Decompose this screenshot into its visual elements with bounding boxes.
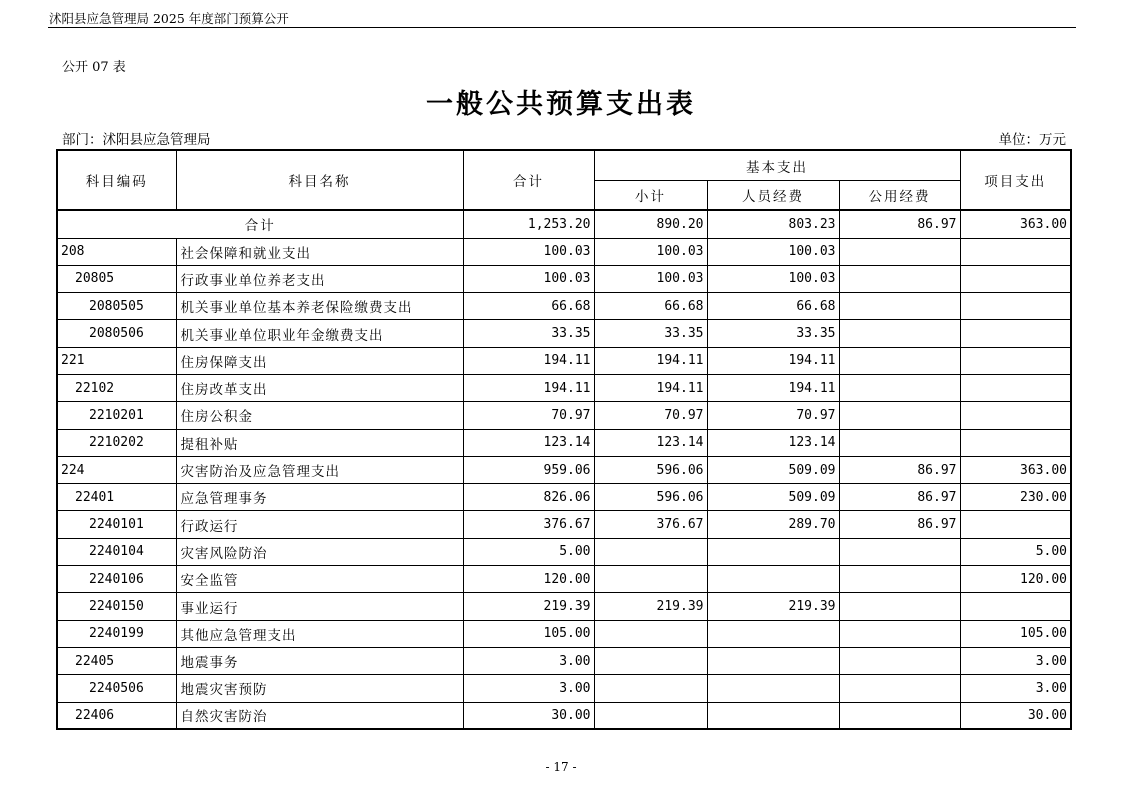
row-code: 2240106: [57, 566, 176, 593]
row-project: 105.00: [960, 620, 1071, 647]
row-total: 3.00: [463, 647, 594, 674]
row-total: 30.00: [463, 702, 594, 729]
row-subtotal: 219.39: [594, 593, 707, 620]
row-subtotal: 596.06: [594, 484, 707, 511]
row-name: 地震事务: [176, 647, 463, 674]
row-name: 其他应急管理支出: [176, 620, 463, 647]
row-project: [960, 511, 1071, 538]
row-public: [839, 702, 960, 729]
table-row: [57, 484, 1071, 511]
row-name: 住房改革支出: [176, 374, 463, 401]
table-row: [57, 647, 1071, 674]
totals-total: 1,253.20: [463, 210, 594, 238]
row-total: 959.06: [463, 456, 594, 483]
col-header-total: 合计: [463, 150, 594, 210]
row-name: 行政运行: [176, 511, 463, 538]
table-row: [57, 320, 1071, 347]
row-subtotal: [594, 566, 707, 593]
table-row: [57, 675, 1071, 702]
table-row: [57, 238, 1071, 265]
row-total: 123.14: [463, 429, 594, 456]
row-subtotal: 194.11: [594, 374, 707, 401]
row-name: 机关事业单位基本养老保险缴费支出: [176, 293, 463, 320]
row-subtotal: [594, 647, 707, 674]
totals-label: 合计: [57, 210, 463, 238]
row-name: 应急管理事务: [176, 484, 463, 511]
row-public: [839, 320, 960, 347]
row-personnel: 100.03: [707, 238, 839, 265]
row-name: 住房公积金: [176, 402, 463, 429]
row-public: 86.97: [839, 484, 960, 511]
row-project: 230.00: [960, 484, 1071, 511]
row-subtotal: 100.03: [594, 265, 707, 292]
table-row: [57, 620, 1071, 647]
row-personnel: 289.70: [707, 511, 839, 538]
row-total: 5.00: [463, 538, 594, 565]
row-total: 376.67: [463, 511, 594, 538]
row-project: 363.00: [960, 456, 1071, 483]
row-name: 安全监管: [176, 566, 463, 593]
row-subtotal: [594, 620, 707, 647]
table-row: [57, 293, 1071, 320]
row-subtotal: [594, 702, 707, 729]
row-code: 2240104: [57, 538, 176, 565]
row-code: 22405: [57, 647, 176, 674]
row-total: 194.11: [463, 347, 594, 374]
row-name: 事业运行: [176, 593, 463, 620]
row-total: 105.00: [463, 620, 594, 647]
row-project: [960, 238, 1071, 265]
header-divider: [48, 27, 1076, 28]
row-total: 826.06: [463, 484, 594, 511]
row-name: 灾害防治及应急管理支出: [176, 456, 463, 483]
row-name: 社会保障和就业支出: [176, 238, 463, 265]
table-row: [57, 347, 1071, 374]
row-project: [960, 402, 1071, 429]
row-name: 自然灾害防治: [176, 702, 463, 729]
row-public: [839, 593, 960, 620]
row-subtotal: 376.67: [594, 511, 707, 538]
col-header-personnel: 人员经费: [707, 181, 839, 211]
budget-table: [56, 149, 1072, 730]
table-number: 公开 07 表: [62, 60, 126, 75]
row-public: [839, 566, 960, 593]
row-personnel: [707, 566, 839, 593]
row-code: 2080506: [57, 320, 176, 347]
row-project: [960, 374, 1071, 401]
row-project: [960, 429, 1071, 456]
row-total: 100.03: [463, 238, 594, 265]
row-project: [960, 293, 1071, 320]
col-header-subtotal: 小计: [594, 181, 707, 211]
row-personnel: 33.35: [707, 320, 839, 347]
row-personnel: 194.11: [707, 347, 839, 374]
row-project: [960, 593, 1071, 620]
row-project: [960, 265, 1071, 292]
row-personnel: [707, 647, 839, 674]
row-public: [839, 238, 960, 265]
col-header-project: 项目支出: [960, 150, 1071, 210]
row-public: [839, 647, 960, 674]
totals-subtotal: 890.20: [594, 210, 707, 238]
row-code: 224: [57, 456, 176, 483]
row-public: [839, 538, 960, 565]
row-code: 2080505: [57, 293, 176, 320]
row-name: 行政事业单位养老支出: [176, 265, 463, 292]
row-subtotal: 194.11: [594, 347, 707, 374]
row-subtotal: 100.03: [594, 238, 707, 265]
row-subtotal: 66.68: [594, 293, 707, 320]
col-header-code: 科目编码: [57, 150, 176, 210]
row-code: 20805: [57, 265, 176, 292]
table-row: [57, 429, 1071, 456]
row-project: 3.00: [960, 675, 1071, 702]
row-project: 5.00: [960, 538, 1071, 565]
row-total: 33.35: [463, 320, 594, 347]
totals-public: 86.97: [839, 210, 960, 238]
row-public: [839, 620, 960, 647]
row-project: 120.00: [960, 566, 1071, 593]
row-name: 机关事业单位职业年金缴费支出: [176, 320, 463, 347]
row-public: [839, 675, 960, 702]
row-code: 2240199: [57, 620, 176, 647]
row-code: 22102: [57, 374, 176, 401]
row-name: 地震灾害预防: [176, 675, 463, 702]
row-public: [839, 347, 960, 374]
row-total: 70.97: [463, 402, 594, 429]
table-row: [57, 538, 1071, 565]
row-personnel: [707, 702, 839, 729]
table-row: [57, 456, 1071, 483]
totals-personnel: 803.23: [707, 210, 839, 238]
table-row: [57, 374, 1071, 401]
row-subtotal: 123.14: [594, 429, 707, 456]
row-public: 86.97: [839, 511, 960, 538]
row-name: 住房保障支出: [176, 347, 463, 374]
row-code: 2240150: [57, 593, 176, 620]
table-row: [57, 265, 1071, 292]
row-project: 30.00: [960, 702, 1071, 729]
row-total: 219.39: [463, 593, 594, 620]
row-subtotal: [594, 675, 707, 702]
row-public: [839, 429, 960, 456]
table-row: [57, 402, 1071, 429]
row-personnel: 219.39: [707, 593, 839, 620]
row-project: [960, 320, 1071, 347]
row-personnel: [707, 620, 839, 647]
row-public: [839, 265, 960, 292]
row-total: 120.00: [463, 566, 594, 593]
row-total: 66.68: [463, 293, 594, 320]
row-personnel: 509.09: [707, 456, 839, 483]
document-header: 沭阳县应急管理局 2025 年度部门预算公开: [49, 11, 289, 26]
table-row: [57, 511, 1071, 538]
row-total: 3.00: [463, 675, 594, 702]
row-code: 22401: [57, 484, 176, 511]
row-personnel: 66.68: [707, 293, 839, 320]
row-subtotal: 596.06: [594, 456, 707, 483]
row-subtotal: 70.97: [594, 402, 707, 429]
row-personnel: [707, 675, 839, 702]
row-personnel: [707, 538, 839, 565]
totals-row: [57, 210, 1071, 238]
row-code: 2210201: [57, 402, 176, 429]
totals-project: 363.00: [960, 210, 1071, 238]
table-row: [57, 702, 1071, 729]
row-code: 2240506: [57, 675, 176, 702]
page-number: - 17 -: [545, 760, 577, 774]
row-personnel: 70.97: [707, 402, 839, 429]
row-code: 208: [57, 238, 176, 265]
row-code: 2240101: [57, 511, 176, 538]
row-code: 22406: [57, 702, 176, 729]
row-personnel: 123.14: [707, 429, 839, 456]
row-public: [839, 402, 960, 429]
row-public: [839, 293, 960, 320]
unit-label: 单位：万元: [998, 132, 1066, 148]
page-title: 一般公共预算支出表: [426, 89, 696, 120]
row-total: 194.11: [463, 374, 594, 401]
row-name: 提租补贴: [176, 429, 463, 456]
row-total: 100.03: [463, 265, 594, 292]
col-header-name: 科目名称: [176, 150, 463, 210]
row-personnel: 509.09: [707, 484, 839, 511]
department-label: 部门：沭阳县应急管理局: [62, 132, 211, 148]
row-personnel: 100.03: [707, 265, 839, 292]
row-personnel: 194.11: [707, 374, 839, 401]
row-public: 86.97: [839, 456, 960, 483]
table-row: [57, 566, 1071, 593]
row-project: [960, 347, 1071, 374]
row-code: 2210202: [57, 429, 176, 456]
row-code: 221: [57, 347, 176, 374]
table-row: [57, 593, 1071, 620]
row-name: 灾害风险防治: [176, 538, 463, 565]
row-public: [839, 374, 960, 401]
row-subtotal: [594, 538, 707, 565]
row-project: 3.00: [960, 647, 1071, 674]
col-header-basic: 基本支出: [594, 150, 960, 181]
col-header-public: 公用经费: [839, 181, 960, 211]
row-subtotal: 33.35: [594, 320, 707, 347]
